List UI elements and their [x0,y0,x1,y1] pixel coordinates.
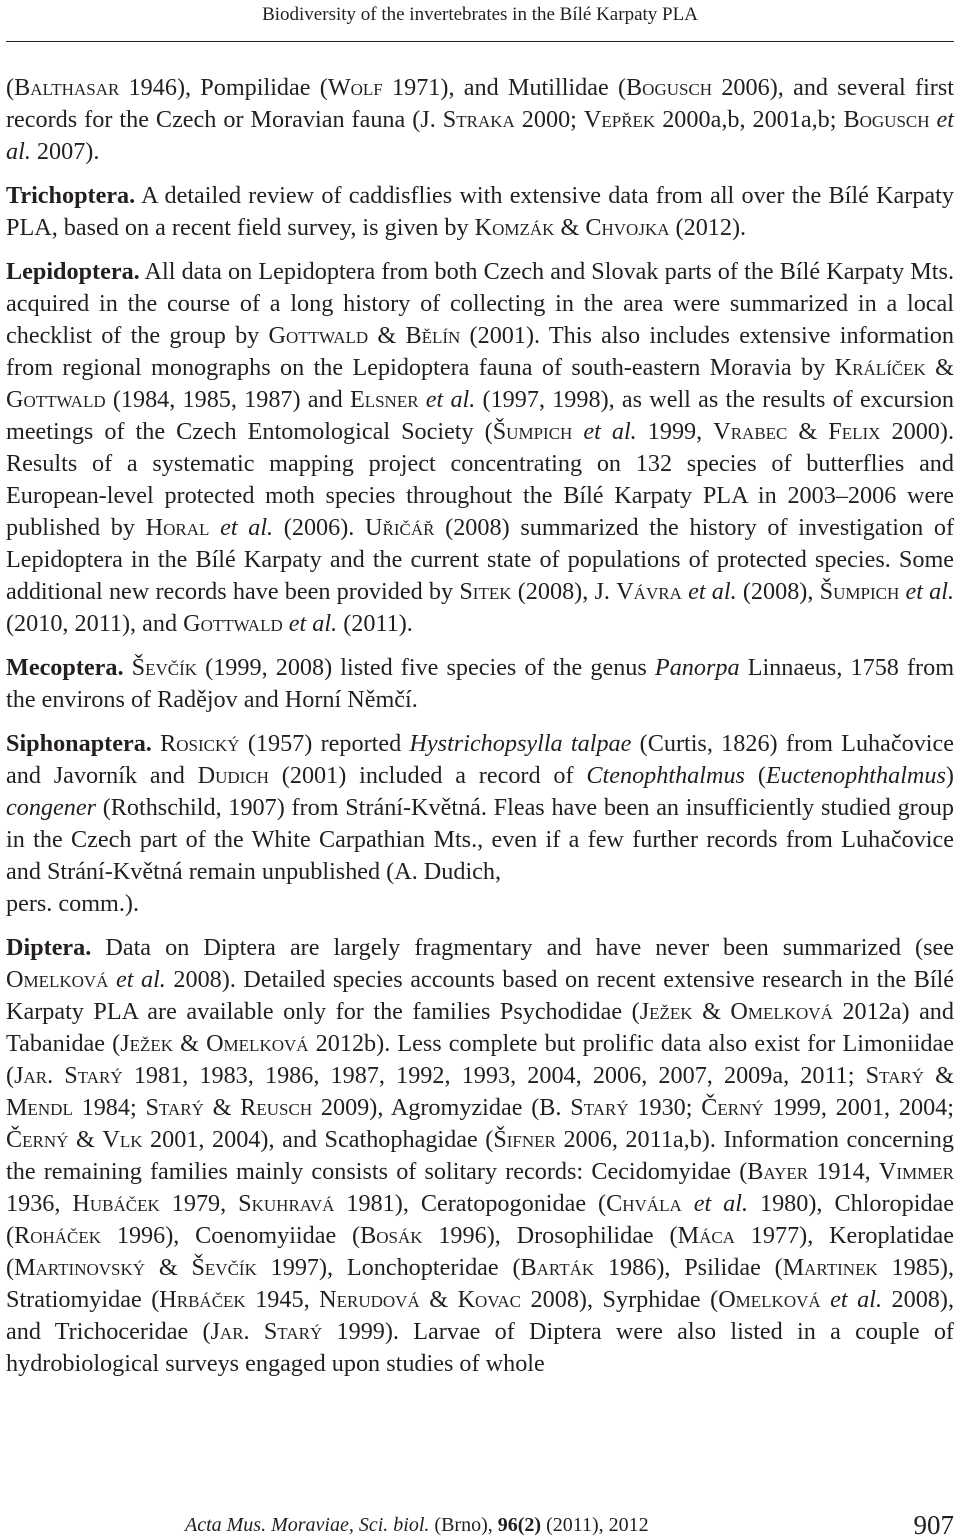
author-name: Černý [701,1094,764,1121]
author-name: Ježek [639,998,693,1025]
italic-text: et al. [220,514,274,541]
italic-text: et al. [693,1190,749,1217]
italic-text: et al. [6,106,954,165]
section-heading: Diptera. [6,934,92,961]
author-name: Omelková [718,1286,821,1313]
author-name: Bosák [360,1222,423,1249]
text-run: 1971), and Mutillidae ( [382,74,627,101]
author-name: Šumpich [492,418,573,445]
text-run: (2008) summarized the history of investigation of Lepidoptera in the Bílé Karpaty and the current state of populations of protected species. Some additional new records have been provided by [6,514,955,605]
footer-citation [185,1513,649,1537]
text-run: 2006), and several first records for the Czech or Moravian fauna (J. [6,74,954,133]
author-name: Vepřek [583,106,656,133]
text-run: (2010, 2011), and [6,610,184,637]
author-name: Starý [865,1062,925,1089]
author-name: Ševčík [131,654,198,681]
text-run: All data on Lepidoptera from both Czech and Slovak parts of the Bílé Karpaty Mts. acquired in the course of a long history of collecting in the area were summarized in a local checklist of the group by [6,258,954,349]
author-name: Wolf [327,74,383,101]
author-name: Martinek [782,1254,878,1281]
italic-text: et al. [688,578,737,605]
journal-volume: 96 [497,1514,518,1536]
italic-text: et al. [425,386,476,413]
text-run: ) [945,762,954,789]
text-run: (2008), [736,578,820,605]
author-name: Omelková [730,998,833,1025]
text-run: Linnaeus, 1758 from the environs of Radějov and Horní Němčí. [6,654,955,713]
author-name: Šifner [493,1126,556,1153]
author-name: Bayer [747,1158,809,1185]
text-run: (1957) reported [239,730,410,757]
author-name: Mendl [6,1094,73,1121]
text-run: 1997), Lonchopteridae ( [256,1254,521,1281]
text-run: 2001, 2004), and Scathophagidae ( [142,1126,494,1153]
text-run: (2001) included a record of [268,762,587,789]
text-run: 1936, [6,1190,73,1217]
italic-text: et al. [830,1286,883,1313]
text-run [682,1190,694,1217]
author-name: Skuhravá [238,1190,335,1217]
text-run: (2001). This also includes extensive information from regional monographs on the Lepidoptera fauna of south-eastern Moravia by [6,322,954,381]
running-head: Biodiversity of the invertebrates in the Bílé Karpaty PLA [262,4,698,25]
text-run: 1981, 1983, 1986, 1987, 1992, 1993, 2004, 2006, 2007, 2009a, 2011; [122,1062,866,1089]
text-run [572,418,583,445]
text-run: 1999, 2001, 2004; [763,1094,954,1121]
section-heading: Siphonaptera. [6,730,152,757]
author-name: Starý [570,1094,629,1121]
text-run: (Rothschild, 1907) from Strání-Květná. Fleas have been an insufficiently studied group in the Czech part of the White Carpathian Mts., even if a few further records from Luhačovice and Strání-Květná remain unpublished (A. Dudich, [6,794,954,885]
author-name: Černý [6,1126,69,1153]
author-name: Starý [145,1094,204,1121]
paragraph-p4 [6,728,954,888]
text-run: & [924,1062,954,1089]
text-run [124,654,132,681]
text-run: 2000; [514,106,584,133]
author-name: Reusch [240,1094,313,1121]
author-name: Ševčík [191,1254,257,1281]
text-run: 2012b). Less complete but prolific data also exist for Limoniidae ( [6,1030,954,1089]
author-name: Omelková [6,966,109,993]
author-name: Rosický [160,730,240,757]
text-run: Data on Diptera are largely fragmentary and have never been summarized (see [91,934,954,961]
text-run: (1999, 2008) listed five species of the genus [197,654,655,681]
italic-text: et al. [583,418,637,445]
author-name: Králíček [834,354,926,381]
text-run: 1930; [628,1094,702,1121]
author-name: Felix [828,418,881,445]
italic-text: et al. [116,966,166,993]
text-run: 2000a,b, 2001a,b; [655,106,844,133]
paragraph-p3 [6,652,954,716]
text-run: 1945, [245,1286,320,1313]
author-name: Hrbáček [159,1286,246,1313]
italic-text: Euctenophthalmus [765,762,946,789]
text-run: 2008), Syrphidae ( [521,1286,719,1313]
text-run: 2012a) and Tabanidae ( [6,998,954,1057]
italic-text: Ctenophthalmus [586,762,745,789]
text-run: & [787,418,829,445]
text-run: & [925,354,954,381]
text-run: ( [744,762,766,789]
paragraph-p1 [6,180,954,244]
author-name: Nerudová [319,1286,420,1313]
author-name: Hubáček [72,1190,160,1217]
author-name: Balthasar [14,74,120,101]
text-run [209,514,220,541]
italic-text: et al. [288,610,338,637]
text-run: pers. comm.). [6,890,139,917]
text-run: (2006). [273,514,366,541]
text-run: 1946), Pompilidae ( [119,74,328,101]
text-run: 1979, [159,1190,239,1217]
author-name: Barták [520,1254,595,1281]
text-run: & [203,1094,241,1121]
author-name: Dudich [197,762,269,789]
author-name: Gottwald [6,386,106,413]
author-name: Elsner [349,386,419,413]
text-run: (Curtis, 1826) from Luhačovice and Javorník and [6,730,954,789]
text-run: & [368,322,406,349]
text-run: (2011). [337,610,413,637]
author-name: Horal [145,514,210,541]
text-run: & [554,214,586,241]
text-run: 2000). Results of a systematic mapping project concentrating on 132 species of butterflies and European-level protected moth species throughout the Bílé Karpaty PLA in 2003–2006 were published by [6,418,954,541]
italic-text: congener [6,794,96,821]
text-run: 1986), Psilidae ( [594,1254,783,1281]
text-run: 2008), and Trichoceridae ( [6,1286,955,1345]
text-run [930,106,937,133]
article-body [6,72,954,1380]
header-rule [6,41,954,42]
author-name: Uřičář [365,514,435,541]
text-run: ( [6,74,15,101]
section-heading: Lepidoptera. [6,258,140,285]
text-run: & [419,1286,458,1313]
author-name: Šumpich [819,578,900,605]
text-run: 2009), Agromyzidae (B. [312,1094,571,1121]
author-name: Jar. Starý [210,1318,323,1345]
author-name: Chvojka [585,214,670,241]
text-run: 1999, [636,418,714,445]
author-name: Omelková [206,1030,309,1057]
author-name: Chvála [606,1190,682,1217]
author-name: Bogusch [626,74,713,101]
author-name: Gottwald [268,322,369,349]
text-run [152,730,160,757]
text-run: 2008). Detailed species accounts based on recent extensive research in the Bílé Karpaty PLA are available only for the families Psychodidae ( [6,966,954,1025]
text-run: 2007). [30,138,100,165]
italic-text: Hystrichopsylla talpae [409,730,632,757]
text-run: & [145,1254,192,1281]
text-run: 1985), Stratiomyidae ( [6,1254,954,1313]
page-number: 907 [913,1510,954,1540]
author-name: Gottwald [183,610,283,637]
text-run: 1996), Coenomyiidae ( [101,1222,361,1249]
journal-issue: (2) [517,1514,542,1536]
text-run: 1984; [72,1094,146,1121]
text-run [821,1286,831,1313]
author-name: Sitek [459,578,512,605]
journal-city: (Brno), [429,1514,498,1536]
text-run: 1914, [808,1158,879,1185]
section-heading: Mecoptera. [6,654,124,681]
italic-text: Panorpa [654,654,740,681]
italic-text: et al. [905,578,955,605]
author-name: Komzák [474,214,555,241]
text-run: 2006, 2011a,b). Information concerning the remaining families mainly consists of solitary records: Cecidomyidae ( [6,1126,954,1185]
text-run: & [173,1030,207,1057]
author-name: Kovac [457,1286,522,1313]
text-run: 1977), Keroplatidae ( [6,1222,954,1281]
paragraph-p2 [6,256,954,640]
paragraph-p0 [6,72,954,168]
text-run: 1980), Chloropidae ( [6,1190,955,1249]
section-heading: Trichoptera. [6,182,136,209]
author-name: Straka [442,106,515,133]
text-run [419,386,426,413]
author-name: Máca [677,1222,735,1249]
text-run: & [68,1126,103,1153]
text-run: 1981), Ceratopogonidae ( [334,1190,607,1217]
text-run: (1984, 1985, 1987) and [105,386,350,413]
journal-year: (2011), 2012 [541,1514,649,1536]
text-run: (2012). [669,214,747,241]
author-name: Martinovský [14,1254,146,1281]
author-name: Vlk [102,1126,143,1153]
text-run: & [692,998,731,1025]
author-name: Bogusch [843,106,930,133]
author-name: Ježek [120,1030,174,1057]
author-name: Bělín [405,322,461,349]
author-name: Vrabec [713,418,788,445]
text-run: A detailed review of caddisflies with extensive data from all over the Bílé Karpaty PLA, based on a recent field survey, is given by [6,182,954,241]
text-run [108,966,116,993]
text-run: 1996), Drosophilidae ( [422,1222,678,1249]
paragraph-p6 [6,932,954,1380]
paragraph-p5 [6,888,954,920]
author-name: Vávra [616,578,682,605]
author-name: Roháček [14,1222,102,1249]
text-run: 1999). Larvae of Diptera were also listed in a couple of hydrobiological surveys engaged upon studies of whole [6,1318,954,1377]
author-name: Vimmer [878,1158,954,1185]
journal-name: Acta Mus. Moraviae, Sci. biol. [185,1514,430,1536]
text-run: (1997, 1998), as well as the results of excursion meetings of the Czech Entomological Society ( [6,386,954,445]
text-run: (2008), J. [511,578,617,605]
author-name: Jar. Starý [14,1062,123,1089]
